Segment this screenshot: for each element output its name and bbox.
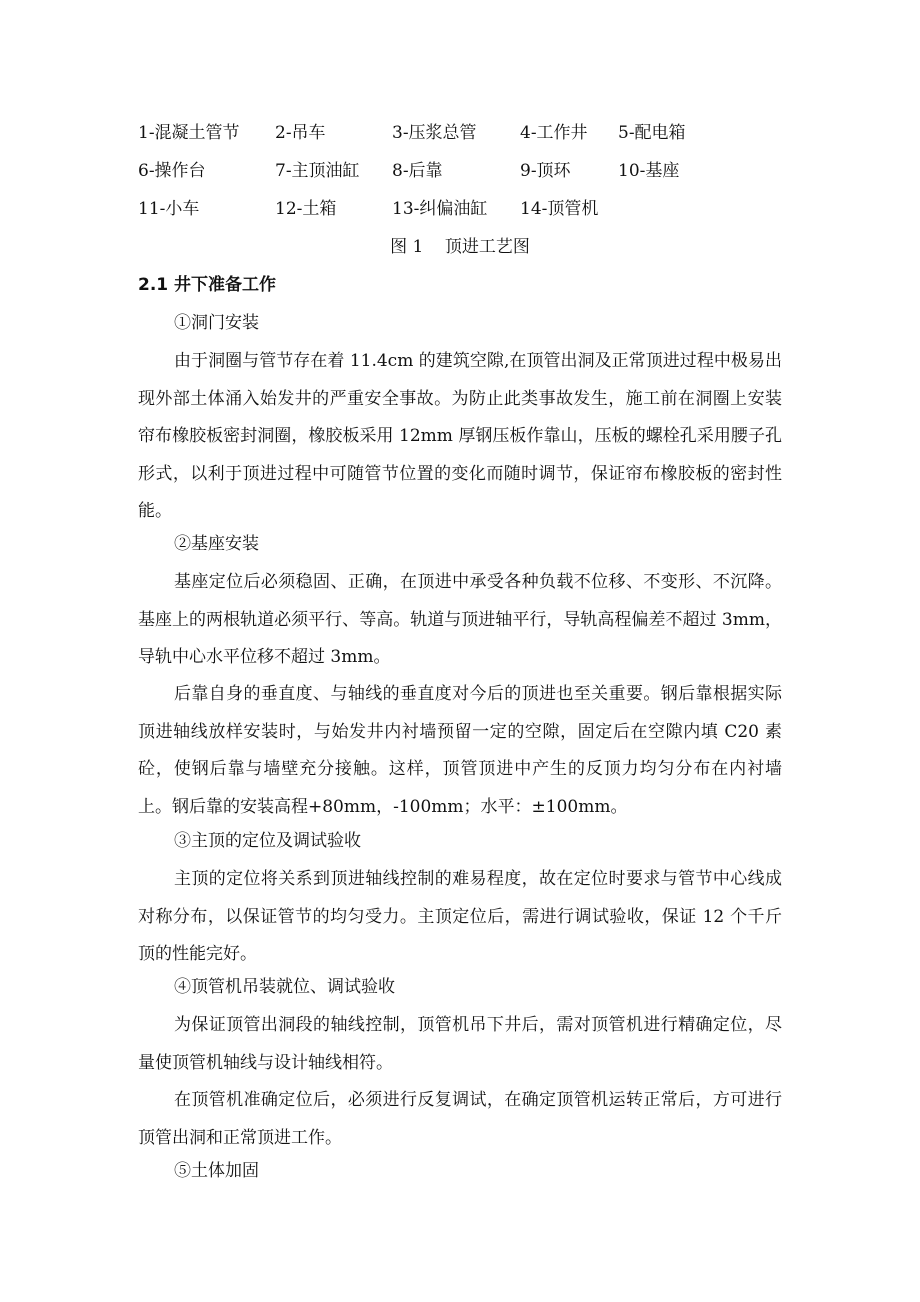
legend-item: 11-小车: [138, 199, 200, 219]
legend-item: 1-混凝土管节: [138, 123, 240, 143]
figure-caption: 图 1 顶进工艺图: [390, 237, 530, 257]
figure-legend-row: [138, 194, 778, 224]
legend-item: 6-操作台: [138, 161, 206, 181]
legend-item: 14-顶管机: [520, 199, 599, 219]
section-heading: 2.1 井下准备工作: [138, 275, 277, 295]
paragraph: 在顶管机准确定位后，必须进行反复调试，在确定顶管机运转正常后，方可进行顶管出洞和正常顶进工作。: [138, 1090, 782, 1148]
legend-item: 13-纠偏油缸: [392, 199, 488, 219]
subsection-title: ②基座安装: [174, 534, 259, 554]
legend-item: 9-顶环: [520, 161, 571, 181]
legend-item: 4-工作井: [520, 123, 588, 143]
legend-item: 2-吊车: [275, 123, 326, 143]
subsection-title: ⑤土体加固: [174, 1161, 259, 1181]
legend-item: 5-配电箱: [618, 123, 686, 143]
paragraph: 由于洞圈与管节存在着 11.4cm 的建筑空隙,在顶管出洞及正常顶进过程中极易出现外部土体涌入始发井的严重安全事故。为防止此类事故发生，施工前在洞圈上安装帘布橡胶板密封洞圈，橡胶板采用 12mm 厚钢压板作靠山，压板的螺栓孔采用腰子孔形式，以利于顶进过程中可随管节位置的变化而随时调节，保证帘布橡胶板的密封性能。: [138, 351, 782, 522]
legend-item: 12-土箱: [275, 199, 337, 219]
subsection-title: ③主顶的定位及调试验收: [174, 831, 361, 851]
figure-legend-row: [138, 118, 778, 148]
paragraph: 为保证顶管出洞段的轴线控制，顶管机吊下井后，需对顶管机进行精确定位，尽量使顶管机轴线与设计轴线相符。: [138, 1015, 782, 1073]
paragraph: 后靠自身的垂直度、与轴线的垂直度对今后的顶进也至关重要。钢后靠根据实际顶进轴线放样安装时，与始发井内衬墙预留一定的空隙，固定后在空隙内填 C20 素砼，使钢后靠与墙壁充分接触。这样，顶管顶进中产生的反顶力均匀分布在内衬墙上。钢后靠的安装高程+80mm，-100mm；水平：±100mm。: [138, 684, 782, 817]
figure-legend-row: [138, 156, 778, 186]
subsection-title: ①洞门安装: [174, 313, 259, 333]
paragraph: 主顶的定位将关系到顶进轴线控制的难易程度，故在定位时要求与管节中心线成对称分布，以保证管节的均匀受力。主顶定位后，需进行调试验收，保证 12 个千斤顶的性能完好。: [138, 869, 782, 965]
legend-item: 10-基座: [618, 161, 680, 181]
legend-item: 7-主顶油缸: [275, 161, 360, 181]
subsection-title: ④顶管机吊装就位、调试验收: [174, 977, 395, 997]
legend-item: 8-后靠: [392, 161, 443, 181]
legend-item: 3-压浆总管: [392, 123, 477, 143]
paragraph: 基座定位后必须稳固、正确，在顶进中承受各种负载不位移、不变形、不沉降。基座上的两根轨道必须平行、等高。轨道与顶进轴平行，导轨高程偏差不超过 3mm，导轨中心水平位移不超过 3mm。: [138, 572, 782, 668]
